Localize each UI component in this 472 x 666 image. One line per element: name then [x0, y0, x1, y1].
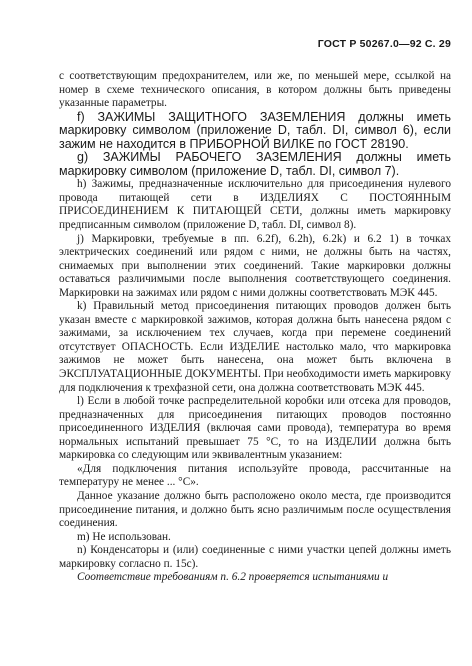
paragraph-l: l) Если в любой точке распределительной коробки или отсека для проводов, предназначенных для присоединения питающих проводов постоянно присоединенного ИЗДЕЛИЯ (включая сами провода), температура во время нормальных испытаний превышает 75 °С, то на ИЗДЕЛИИ должна быть маркировка со следующим или эквивалентным указанием:	[59, 395, 451, 462]
paragraph-m: m) Не использован.	[77, 530, 171, 543]
paragraph-f: f) ЗАЖИМЫ ЗАЩИТНОГО ЗАЗЕМЛЕНИЯ должны иметь маркировку символом (приложение D, табл. DI, символ 6), если зажим не находится в ПРИБОРНОЙ ВИЛКЕ по ГОСТ 28190.	[59, 109, 451, 151]
paragraph-continuation: с соответствующим предохранителем, или же, по меньшей мере, ссылкой на номер в схеме технического описания, в котором должны быть приведены указанные параметры.	[59, 70, 451, 110]
paragraph-n: n) Конденсаторы и (или) соединенные с ними участки цепей должны иметь маркировку согласно п. 15с).	[59, 544, 451, 570]
paragraph-g: g) ЗАЖИМЫ РАБОЧЕГО ЗАЗЕМЛЕНИЯ должны иметь маркировку символом (приложение D, табл. DI, символ 7).	[59, 150, 451, 178]
paragraph-compliance: Соответствие требованиям п. 6.2 проверяется испытаниями и	[77, 571, 389, 584]
paragraph-k: k) Правильный метод присоединения питающих проводов должен быть указан вместе с маркировкой зажимов, которая должна быть нанесена рядом с зажимами, за исключением тех случаев, когда при перемене соединений отсутствует ОПАСНОСТЬ. Если ИЗДЕЛИЕ настолько мало, что маркировка зажимов не может быть нанесена, она может быть включена в ЭКСПЛУАТАЦИОННЫЕ ДОКУМЕНТЫ. При необходимости иметь маркировку для подключения к трехфазной сети, она должна соответствовать МЭК 445.	[59, 300, 451, 394]
page-header: ГОСТ Р 50267.0—92 С. 29	[317, 38, 451, 50]
paragraph-quote: «Для подключения питания используйте провода, рассчитанные на температуру не менее ... °С».	[59, 462, 451, 489]
paragraph-h: h) Зажимы, предназначенные исключительно для присоединения нулевого провода питающей сети в ИЗДЕЛИЯХ С ПОСТОЯННЫМ ПРИСОЕДИНЕНИЕМ К ПИТАЮЩЕЙ СЕТИ, должны иметь маркировку предписанным символом (приложение D, табл. DI, символ 8).	[59, 178, 451, 232]
document-body	[59, 70, 451, 585]
paragraph-j: j) Маркировки, требуемые в пп. 6.2f), 6.2h), 6.2k) и 6.2 1) в точках электрических соединений или рядом с ними, не должны быть на частях, снимаемых при выполнении этих соединений. Такие маркировки должны оставаться различимыми после выполнения соответствующего соединения. Маркировки на зажимах или рядом с ними должны соответствовать МЭК 445.	[59, 232, 451, 299]
paragraph-note: Данное указание должно быть расположено около места, где производится присоединение питания, и должно быть ясно различимым после осуществления соединения.	[59, 489, 451, 530]
